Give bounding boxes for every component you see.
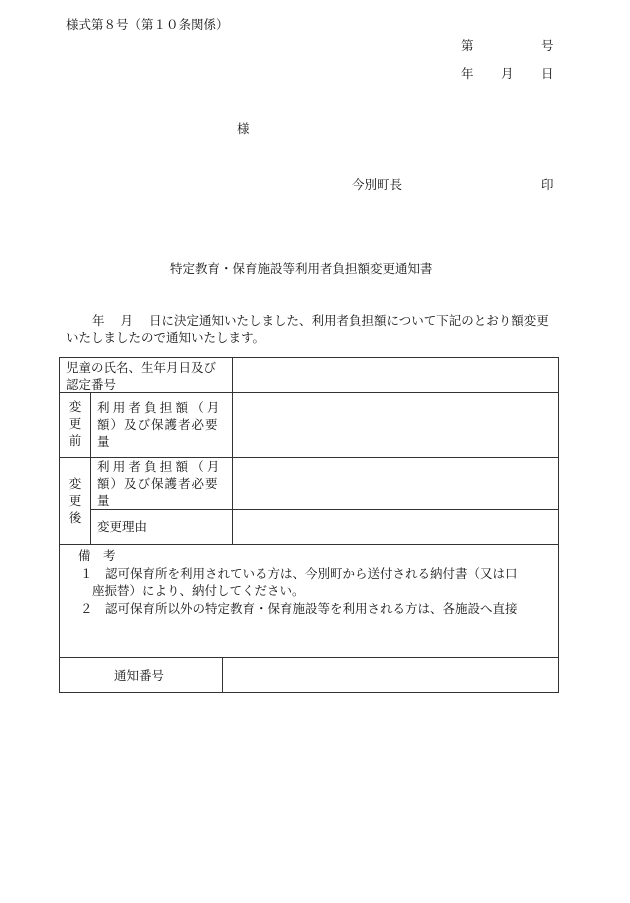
child-info-field[interactable] [234, 359, 556, 391]
after-change-label: 変 更 後 [68, 476, 82, 525]
number-suffix: 号 [541, 38, 554, 53]
seal-mark: 印 [541, 177, 554, 192]
remark-2-text: 認可保育所以外の特定教育・保育施設等を利用される方は、各施設へ直接 [105, 601, 518, 616]
number-prefix: 第 [461, 38, 474, 53]
document-title: 特定教育・保育施設等利用者負担額変更通知書 [170, 261, 433, 276]
intro-text: 日に決定通知いたしました、利用者負担額について下記のとおり額変更いたしましたので通知いたします。 [66, 313, 549, 345]
remark-1-number: １ [80, 566, 93, 581]
remark-2-number: ２ [80, 601, 93, 616]
before-amount-label: 利用者負担額（月 額）及び保護者必要 量 [97, 400, 223, 449]
change-reason-field[interactable] [234, 511, 556, 543]
change-reason-label: 変更理由 [97, 519, 148, 534]
form-number: 様式第８号（第１０条関係） [66, 17, 229, 32]
remarks-title: 備 考 [78, 548, 116, 563]
date-day: 日 [541, 66, 554, 81]
intro-paragraph [66, 312, 556, 346]
before-change-label: 変 更 前 [68, 399, 82, 448]
date-year: 年 [461, 66, 474, 81]
remark-1-continued: 座振替）により、納付してください。 [92, 583, 305, 598]
addressee-honorific: 様 [237, 121, 250, 136]
notice-number-field[interactable] [224, 659, 556, 692]
after-amount-field[interactable] [234, 459, 556, 508]
child-info-label: 児童の氏名、生年月日及び 認定番号 [66, 360, 217, 392]
intro-month: 月 [120, 313, 134, 328]
date-month: 月 [501, 66, 514, 81]
remark-1-text: 認可保育所を利用されている方は、今別町から送付される納付書（又は口 [105, 566, 518, 581]
change-table [59, 357, 559, 693]
intro-year: 年 [92, 313, 105, 328]
notice-number-label: 通知番号 [114, 668, 165, 683]
after-amount-label: 利用者負担額（月 額）及び保護者必要 量 [97, 459, 223, 508]
issuer-mayor: 今別町長 [352, 177, 403, 192]
before-amount-field[interactable] [234, 394, 556, 456]
